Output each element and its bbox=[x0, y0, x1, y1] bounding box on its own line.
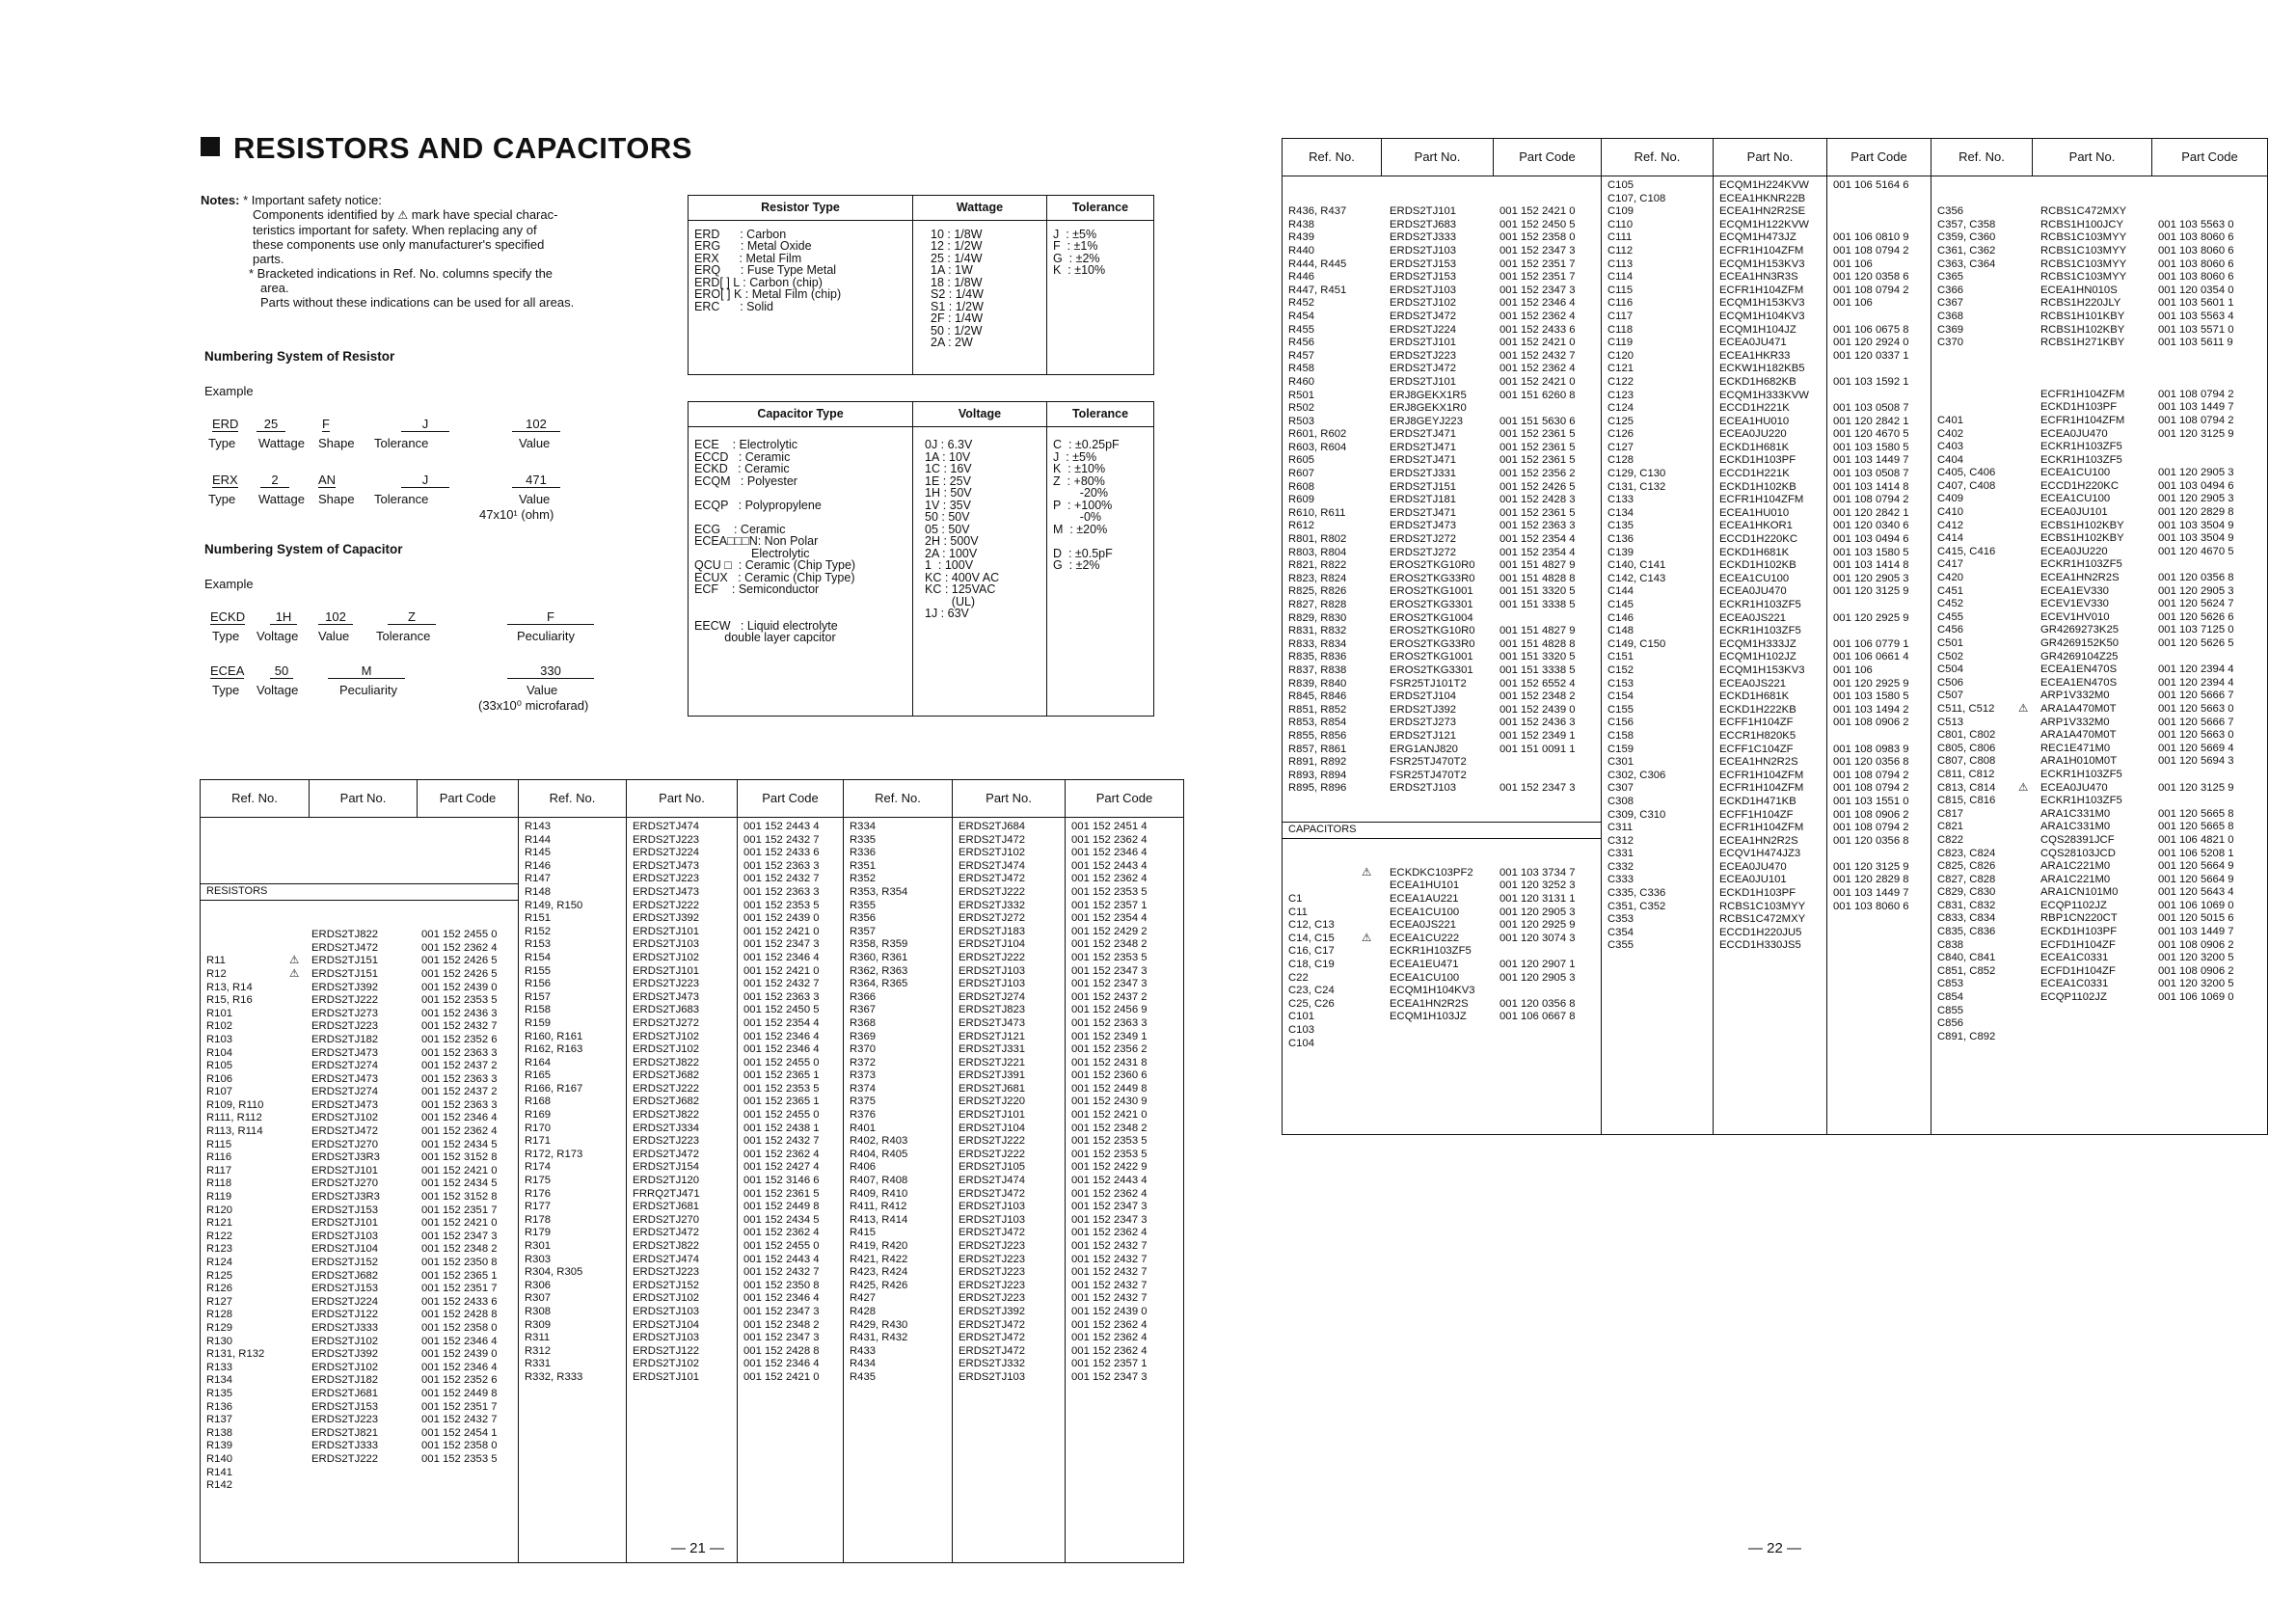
capacitor-type-list: ECE : Electrolytic ECCD : Ceramic ECKD : Ceramic ECQM : Polyester ECQP : Polypropylene ECG : Ceramic ECEA□□□N: Non Polar Electrolytic QCU □ : Ceramic (Chip Type) ECUX : Ceramic (Chip Type) ECF : Semiconductor EECW : Liquid electrolyte double layer capcitor bbox=[689, 426, 913, 716]
col-header: Part Code bbox=[1066, 780, 1184, 818]
capacitor-example-2-value: (33x10⁰ microfarad) bbox=[478, 698, 589, 713]
col-header: Ref. No. bbox=[1931, 139, 2033, 176]
wattage-list: 10 : 1/8W 12 : 1/2W 25 : 1/4W 1A : 1W 18 : 1/8W S2 : 1/4W S1 : 1/2W 2F : 1/4W 50 : 1/2W 2A : 2W bbox=[913, 220, 1047, 374]
page-number-22: — 22 — bbox=[1748, 1540, 1802, 1556]
part-no-column: ERDS2TJ474 ERDS2TJ223 ERDS2TJ224 ERDS2TJ473 ERDS2TJ223 ERDS2TJ473 ERDS2TJ222 ERDS2TJ392 ERDS2TJ101 ERDS2TJ103 ERDS2TJ102 ERDS2TJ101 ERDS2TJ223 ERDS2TJ473 ERDS2TJ683 ERDS2TJ272 ERDS2TJ102 ERDS2TJ102 ERDS2TJ822 ERDS2TJ682 ERDS2TJ222 ERDS2TJ682 ERDS2TJ822 ERDS2TJ334 ERDS2TJ223 ERDS2TJ472 ERDS2TJ154 ERDS2TJ120 FRRQ2TJ471 ERDS2TJ681 ERDS2TJ270 ERDS2TJ472 ERDS2TJ822 ERDS2TJ474 ERDS2TJ223 ERDS2TJ152 ERDS2TJ102 ERDS2TJ103 ERDS2TJ104 ERDS2TJ103 ERDS2TJ122 ERDS2TJ102 ERDS2TJ101 bbox=[627, 818, 738, 1563]
part-code-column: 001 152 2455 0 001 152 2362 4 001 152 2426 5 001 152 2426 5 001 152 2439 0 001 152 2353 5 001 152 2436 3 001 152 2432 7 001 152 2352 6 001 152 2363 3 001 152 2437 2 001 152 2363 3 001 152 2437 2 001 152 2363 3 001 152 2346 4 001 152 2362 4 001 152 2434 5 001 152 3152 8 001 152 2421 0 001 152 2434 5 001 152 3152 8 001 152 2351 7 001 152 2421 0 001 152 2347 3 001 152 2348 2 001 152 2350 8 001 152 2365 1 001 152 2351 7 001 152 2433 6 001 152 2428 8 001 152 2358 0 001 152 2346 4 001 152 2439 0 001 152 2346 4 001 152 2352 6 001 152 2449 8 001 152 2351 7 001 152 2432 7 001 152 2454 1 001 152 2358 0 001 152 2353 5 bbox=[421, 929, 498, 1465]
part-code-column: 001 152 2421 0 001 152 2450 5 001 152 2358 0 001 152 2347 3 001 152 2351 7 001 152 2351 7 001 152 2347 3 001 152 2346 4 001 152 2362 4 001 152 2433 6 001 152 2421 0 001 152 2432 7 001 152 2362 4 001 152 2421 0 001 151 6260 8 001 151 5630 6 001 152 2361 5 001 152 2361 5 001 152 2361 5 001 152 2356 2 001 152 2426 5 001 152 2428 3 001 152 2361 5 001 152 2363 3 001 152 2354 4 001 152 2354 4 001 151 4827 9 001 151 4828 8 001 151 3320 5 001 151 3338 5 001 151 4827 9 001 151 4828 8 001 151 3320 5 001 151 3338 5 001 152 6552 4 001 152 2348 2 001 152 2439 0 001 152 2436 3 001 152 2349 1 001 151 0091 1 001 152 2347 3 bbox=[1499, 205, 1576, 795]
col-header: Wattage bbox=[913, 196, 1047, 221]
part-no-column: ECQM1H224KVW ECEA1HKNR22B ECEA1HN2R2SE ECQM1H122KVW ECQM1H473JZ ECFR1H104ZFM ECQM1H153KV3 ECEA1HN3R3S ECFR1H104ZFM ECQM1H153KV3 ECQM1H104KV3 ECQM1H104JZ ECEA0JU471 ECEA1HKR33 ECKW1H182KB5 ECKD1H682KB ECQM1H333KVW ECCD1H221K ECEA1HU010 ECEA0JU220 ECKD1H681K ECKD1H103PF ECCD1H221K ECKD1H102KB ECFR1H104ZFM ECEA1HU010 ECEA1HKOR1 ECCD1H220KC ECKD1H681K ECKD1H102KB ECEA1CU100 ECEA0JU470 ECKR1H103ZF5 ECEA0JS221 ECKR1H103ZF5 ECQM1H333JZ ECQM1H102JZ ECQM1H153KV3 ECEA0JS221 ECKD1H681K ECKD1H222KB ECFF1H104ZF ECCR1H820K5 ECFF1C104ZF ECEA1HN2R2S ECFR1H104ZFM ECFR1H104ZFM ECKD1H471KB ECFF1H104ZF ECFR1H104ZFM ECEA1HN2R2S ECQV1H474JZ3 ECEA0JU470 ECEA0JU101 ECKD1H103PF RCBS1C103MYY RCBS1C472MXY ECCD1H220JU5 ECCD1H330JS5 bbox=[1714, 176, 1827, 1135]
part-code-column: 001 152 2443 4 001 152 2432 7 001 152 2433 6 001 152 2363 3 001 152 2432 7 001 152 2363 3 001 152 2353 5 001 152 2439 0 001 152 2421 0 001 152 2347 3 001 152 2346 4 001 152 2421 0 001 152 2432 7 001 152 2363 3 001 152 2450 5 001 152 2354 4 001 152 2346 4 001 152 2346 4 001 152 2455 0 001 152 2365 1 001 152 2353 5 001 152 2365 1 001 152 2455 0 001 152 2438 1 001 152 2432 7 001 152 2362 4 001 152 2427 4 001 152 3146 6 001 152 2361 5 001 152 2449 8 001 152 2434 5 001 152 2362 4 001 152 2455 0 001 152 2443 4 001 152 2432 7 001 152 2350 8 001 152 2346 4 001 152 2347 3 001 152 2348 2 001 152 2347 3 001 152 2428 8 001 152 2346 4 001 152 2421 0 bbox=[738, 818, 844, 1563]
ref-no-column: C356 C357, C358 C359, C360 C361, C362 C363, C364 C365 C366 C367 C368 C369 C370 bbox=[1937, 205, 1996, 349]
col-header: Part No. bbox=[1382, 139, 1494, 176]
cap-tolerance-list: C : ±0.25pF J : ±5% K : ±10% Z : +80% -20% P : +100% -0% M : ±20% D : ±0.5pF G : ±2% bbox=[1047, 426, 1154, 716]
col-header: Part No. bbox=[2033, 139, 2152, 176]
page-number-21: — 21 — bbox=[671, 1540, 725, 1556]
part-no-column: ECKDKC103PF2 ECEA1HU101 ECEA1AU221 ECEA1CU100 ECEA0JS221 ECEA1CU222 ECKR1H103ZF5 ECEA1EU471 ECEA1CU100 ECQM1H104KV3 ECEA1HN2R2S ECQM1H103JZ bbox=[1390, 866, 1475, 1023]
section-label-resistors: RESISTORS bbox=[201, 883, 518, 901]
warning-triangle-icon: ⚠ bbox=[397, 208, 409, 222]
resistor-type-list: ERD : Carbon ERG : Metal Oxide ERX : Metal Film ERQ : Fuse Type Metal ERD[ ] L : Carbon (chip) ERO[ ] K : Metal Film (chip) ERC : Solid bbox=[689, 220, 913, 374]
col-header: Part Code bbox=[1494, 139, 1602, 176]
part-no-column: ECFR1H104ZFM ECKD1H103PF ECFR1H104ZFM ECEA0JU470 ECKR1H103ZF5 ECKR1H103ZF5 ECEA1CU100 ECCD1H220KC ECEA1CU100 ECEA0JU101 ECBS1H102KBY ECBS1H102KBY ECEA0JU220 ECKR1H103ZF5 ECEA1HN2R2S ECEA1EV330 ECEV1EV330 ECEV1HV010 GR4269273K25 GR4269152K50 GR4269104Z25 ECEA1EN470S ECEA1EN470S ARP1V332M0 ARA1A470M0T ARP1V332M0 ARA1A470M0T REC1E471M0 ARA1H010M0T ECKR1H103ZF5 ECEA0JU470 ECKR1H103ZF5 ARA1C331M0 ARA1C331M0 CQS28391JCF CQS28103JCD ARA1C221M0 ARA1C221M0 ARA1CN101M0 ECQP1102JZ RBP1CN220CT ECKD1H103PF ECFD1H104ZF ECEA1C0331 ECFD1H104ZF ECEA1C0331 ECQP1102JZ bbox=[2040, 388, 2125, 1004]
notes: Notes: * Important safety notice: Components identified by ⚠ mark have special charac- teristics important for safety. When replacing any of these components use only manufacturer's specified parts. * Bracketed indications in Ref. No. columns specify the area. Parts without these indications can be used for all areas. bbox=[201, 193, 575, 310]
resistor-numbering-title: Numbering System of Resistor bbox=[204, 349, 395, 364]
part-no-column: ERDS2TJ822 ERDS2TJ472 ERDS2TJ151 ERDS2TJ151 ERDS2TJ392 ERDS2TJ222 ERDS2TJ273 ERDS2TJ223 ERDS2TJ182 ERDS2TJ473 ERDS2TJ274 ERDS2TJ473 ERDS2TJ274 ERDS2TJ473 ERDS2TJ102 ERDS2TJ472 ERDS2TJ270 ERDS2TJ3R3 ERDS2TJ101 ERDS2TJ270 ERDS2TJ3R3 ERDS2TJ153 ERDS2TJ101 ERDS2TJ103 ERDS2TJ104 ERDS2TJ152 ERDS2TJ682 ERDS2TJ153 ERDS2TJ224 ERDS2TJ122 ERDS2TJ333 ERDS2TJ102 ERDS2TJ392 ERDS2TJ102 ERDS2TJ182 ERDS2TJ681 ERDS2TJ153 ERDS2TJ223 ERDS2TJ821 ERDS2TJ333 ERDS2TJ222 bbox=[311, 929, 380, 1465]
capacitor-example-2: ECEA 50 M 330 bbox=[208, 663, 623, 683]
col-header: Ref. No. bbox=[1283, 139, 1382, 176]
ref-no-column: C401 C402 C403 C404 C405, C406 C407, C408 C409 C410 C412 C414 C415, C416 C417 C420 C451 C452 C455 C456 C501 C502 C504 C506 C507 C511, C512 C513 C801, C802 C805, C806 C807, C808 C811, C812 C813, C814 C815, C816 C817 C821 C822 C823, C824 C825, C826 C827, C828 C829, C830 C831, C832 C833, C834 C835, C836 C838 C840, C841 C851, C852 C853 C854 C855 C856 C891, C892 ⚠ ⚠ bbox=[1931, 389, 2033, 1083]
col-header: Part No. bbox=[953, 780, 1066, 818]
capacitor-numbering-title: Numbering System of Capacitor bbox=[204, 542, 403, 556]
part-no-column: ERDS2TJ101 ERDS2TJ683 ERDS2TJ333 ERDS2TJ103 ERDS2TJ153 ERDS2TJ153 ERDS2TJ103 ERDS2TJ102 ERDS2TJ472 ERDS2TJ224 ERDS2TJ101 ERDS2TJ223 ERDS2TJ472 ERDS2TJ101 ERJ8GEKX1R5 ERJ8GEKX1R0 ERJ8GEYJ223 ERDS2TJ471 ERDS2TJ471 ERDS2TJ471 ERDS2TJ331 ERDS2TJ151 ERDS2TJ181 ERDS2TJ471 ERDS2TJ473 ERDS2TJ272 ERDS2TJ272 EROS2TKG10R0 EROS2TKG33R0 EROS2TKG1001 EROS2TKG3301 EROS2TKG1004 EROS2TKG10R0 EROS2TKG33R0 EROS2TKG1001 EROS2TKG3301 FSR25TJ101T2 ERDS2TJ104 ERDS2TJ392 ERDS2TJ273 ERDS2TJ121 ERG1ANJ820 FSR25TJ470T2 FSR25TJ470T2 ERDS2TJ103 bbox=[1390, 205, 1475, 795]
ref-no-column: R334 R335 R336 R351 R352 R353, R354 R355 R356 R357 R358, R359 R360, R361 R362, R363 R364, R365 R366 R367 R368 R369 R370 R372 R373 R374 R375 R376 R401 R402, R403 R404, R405 R406 R407, R408 R409, R410 R411, R412 R413, R414 R415 R419, R420 R421, R422 R423, R424 R425, R426 R427 R428 R429, R430 R431, R432 R433 R434 R435 bbox=[844, 818, 953, 1563]
part-no-column: ERDS2TJ684 ERDS2TJ472 ERDS2TJ102 ERDS2TJ474 ERDS2TJ472 ERDS2TJ222 ERDS2TJ332 ERDS2TJ272 ERDS2TJ183 ERDS2TJ104 ERDS2TJ222 ERDS2TJ103 ERDS2TJ103 ERDS2TJ274 ERDS2TJ823 ERDS2TJ473 ERDS2TJ121 ERDS2TJ331 ERDS2TJ221 ERDS2TJ391 ERDS2TJ681 ERDS2TJ220 ERDS2TJ101 ERDS2TJ104 ERDS2TJ222 ERDS2TJ222 ERDS2TJ105 ERDS2TJ474 ERDS2TJ472 ERDS2TJ103 ERDS2TJ103 ERDS2TJ472 ERDS2TJ223 ERDS2TJ223 ERDS2TJ223 ERDS2TJ223 ERDS2TJ223 ERDS2TJ392 ERDS2TJ472 ERDS2TJ472 ERDS2TJ472 ERDS2TJ332 ERDS2TJ103 bbox=[953, 818, 1066, 1563]
resistor-example-2: ERX 2 AN J 471 bbox=[208, 473, 623, 492]
ref-no-column: R436, R437 R438 R439 R440 R444, R445 R446 R447, R451 R452 R454 R455 R456 R457 R458 R460 R501 R502 R503 R601, R602 R603, R604 R605 R607 R608 R609 R610, R611 R612 R801, R802 R803, R804 R821, R822 R823, R824 R825, R826 R827, R828 R829, R830 R831, R832 R833, R834 R835, R836 R837, R838 R839, R840 R845, R846 R851, R852 R853, R854 R855, R856 R857, R861 R891, R892 R893, R894 R895, R896 bbox=[1288, 205, 1347, 795]
part-code-column: 001 108 0794 2 001 103 1449 7 001 108 0794 2 001 120 3125 9 001 120 2905 3 001 103 0494 6 001 120 2905 3 001 120 2829 8 001 103 3504 9 001 103 3504 9 001 120 4670 5 001 120 0356 8 001 120 2905 3 001 120 5624 7 001 120 5626 6 001 103 7125 0 001 120 5626 5 001 120 2394 4 001 120 2394 4 001 120 5666 7 001 120 5663 0 001 120 5666 7 001 120 5663 0 001 120 5669 4 001 120 5694 3 001 120 3125 9 001 120 5665 8 001 120 5665 8 001 106 4821 0 001 106 5208 1 001 120 5664 9 001 120 5664 9 001 120 5643 4 001 106 1069 0 001 120 5015 6 001 103 1449 7 001 108 0906 2 001 120 3200 5 001 108 0906 2 001 120 3200 5 001 106 1069 0 bbox=[2158, 388, 2234, 1004]
part-code-column: 001 103 3734 7 001 120 3252 3 001 120 3131 1 001 120 2905 3 001 120 2925 9 001 120 3074 3 001 120 2907 1 001 120 2905 3 001 120 0356 8 001 106 0667 8 bbox=[1499, 866, 1576, 1023]
resistor-example-2-labels: Type Wattage Shape Tolerance Value bbox=[208, 492, 551, 506]
ref-no-column: R143 R144 R145 R146 R147 R148 R149, R150 R151 R152 R153 R154 R155 R156 R157 R158 R159 R160, R161 R162, R163 R164 R165 R166, R167 R168 R169 R170 R171 R172, R173 R174 R175 R176 R177 R178 R179 R301 R303 R304, R305 R306 R307 R308 R309 R311 R312 R331 R332, R333 bbox=[519, 818, 627, 1563]
capacitor-example-1-labels: Type Voltage Value Tolerance Peculiarity bbox=[212, 629, 575, 643]
part-code-column: 001 103 5563 0 001 103 8060 6 001 103 8060 6 001 103 8060 6 001 103 8060 6 001 120 0354 0 001 103 5601 1 001 103 5563 4 001 103 5571 0 001 103 5611 9 bbox=[2158, 218, 2234, 349]
part-code-column: 001 106 5164 6 001 106 0810 9 001 108 0794 2 001 106 001 120 0358 6 001 108 0794 2 001 106 001 106 0675 8 001 120 2924 0 001 120 0337 1 001 103 1592 1 001 103 0508 7 001 120 2842 1 001 120 4670 5 001 103 1580 5 001 103 1449 7 001 103 0508 7 001 103 1414 8 001 108 0794 2 001 120 2842 1 001 120 0340 6 001 103 0494 6 001 103 1580 5 001 103 1414 8 001 120 2905 3 001 120 3125 9 001 120 2925 9 001 106 0779 1 001 106 0661 4 001 106 001 120 2925 9 001 103 1580 5 001 103 1494 2 001 108 0906 2 001 108 0983 9 001 120 0356 8 001 108 0794 2 001 108 0794 2 001 103 1551 0 001 108 0906 2 001 108 0794 2 001 120 0356 8 001 120 3125 9 001 120 2829 8 001 103 1449 7 001 103 8060 6 bbox=[1827, 176, 1931, 1135]
col-header: Part No. bbox=[310, 780, 418, 818]
col-header: Tolerance bbox=[1047, 402, 1154, 427]
resistor-example-label: Example bbox=[204, 384, 254, 398]
voltage-list: 0J : 6.3V 1A : 10V 1C : 16V 1E : 25V 1H : 50V 1V : 35V 50 : 50V 05 : 50V 2H : 500V 2A : 100V 1 : 100V KC : 400V AC KC : 125VAC (UL) 1J : 63V bbox=[913, 426, 1047, 716]
col-header: Part Code bbox=[418, 780, 519, 818]
col-header: Part No. bbox=[1714, 139, 1827, 176]
col-header: Capacitor Type bbox=[689, 402, 913, 427]
page-title: RESISTORS AND CAPACITORS bbox=[201, 131, 692, 166]
capacitor-example-2-labels: Type Voltage Peculiarity Value bbox=[212, 683, 558, 697]
section-label-capacitors: CAPACITORS bbox=[1283, 822, 1601, 839]
col-header: Resistor Type bbox=[689, 196, 913, 221]
col-header: Ref. No. bbox=[844, 780, 953, 818]
parts-list-page22 bbox=[1282, 138, 2268, 1135]
ref-no-column: C105 C107, C108 C109 C110 C111 C112 C113 C114 C115 C116 C117 C118 C119 C120 C121 C122 C123 C124 C125 C126 C127 C128 C129, C130 C131, C132 C133 C134 C135 C136 C139 C140, C141 C142, C143 C144 C145 C146 C148 C149, C150 C151 C152 C153 C154 C155 C156 C158 C159 C301 C302, C306 C307 C308 C309, C310 C311 C312 C331 C332 C333 C335, C336 C351, C352 C353 C354 C355 bbox=[1602, 176, 1714, 1135]
warning-triangle-icon: ⚠ ⚠ bbox=[1362, 866, 1372, 944]
col-header: Part Code bbox=[2152, 139, 2268, 176]
tolerance-list: J : ±5% F : ±1% G : ±2% K : ±10% bbox=[1047, 220, 1154, 374]
col-header: Voltage bbox=[913, 402, 1047, 427]
capacitor-example-label: Example bbox=[204, 577, 254, 591]
capacitor-type-table bbox=[688, 401, 1154, 717]
col-header: Ref. No. bbox=[519, 780, 627, 818]
ref-no-column: R11 R12 R13, R14 R15, R16 R101 R102 R103 R104 R105 R106 R107 R109, R110 R111, R112 R113, R114 R115 R116 R117 R118 R119 R120 R121 R122 R123 R124 R125 R126 R127 R128 R129 R130 R131, R132 R133 R134 R135 R136 R137 R138 R139 R140 R141 R142 ⚠ ⚠ bbox=[201, 927, 310, 1535]
part-code-column: 001 152 2451 4 001 152 2362 4 001 152 2346 4 001 152 2443 4 001 152 2362 4 001 152 2353 5 001 152 2357 1 001 152 2354 4 001 152 2429 2 001 152 2348 2 001 152 2353 5 001 152 2347 3 001 152 2347 3 001 152 2437 2 001 152 2456 9 001 152 2363 3 001 152 2349 1 001 152 2356 2 001 152 2431 8 001 152 2360 6 001 152 2449 8 001 152 2430 9 001 152 2421 0 001 152 2348 2 001 152 2353 5 001 152 2353 5 001 152 2422 9 001 152 2443 4 001 152 2362 4 001 152 2347 3 001 152 2347 3 001 152 2362 4 001 152 2432 7 001 152 2432 7 001 152 2432 7 001 152 2432 7 001 152 2432 7 001 152 2439 0 001 152 2362 4 001 152 2362 4 001 152 2362 4 001 152 2357 1 001 152 2347 3 bbox=[1066, 818, 1184, 1563]
col-header: Part Code bbox=[1827, 139, 1931, 176]
resistor-example-2-value: 47x10¹ (ohm) bbox=[479, 507, 554, 522]
warning-triangle-icon: ⚠ ⚠ bbox=[2018, 702, 2029, 794]
part-no-column: RCBS1C472MXY RCBS1H100JCY RCBS1C103MYY RCBS1C103MYY RCBS1C103MYY RCBS1C103MYY ECEA1HN010S RCBS1H220JLY RCBS1H101KBY RCBS1H102KBY RCBS1H271KBY bbox=[2040, 205, 2127, 349]
col-header: Part Code bbox=[738, 780, 844, 818]
parts-list-page21 bbox=[200, 779, 1184, 1563]
col-header: Ref. No. bbox=[201, 780, 310, 818]
ref-no-column: C1 C11 C12, C13 C14, C15 C16, C17 C18, C19 C22 C23, C24 C25, C26 C101 C103 C104 ⚠ ⚠ bbox=[1288, 866, 1372, 1049]
resistor-example-1-labels: Type Wattage Shape Tolerance Value bbox=[208, 436, 551, 450]
capacitor-example-1: ECKD 1H 102 Z F bbox=[208, 609, 623, 629]
warning-triangle-icon: ⚠ ⚠ bbox=[289, 955, 300, 980]
col-header: Ref. No. bbox=[1602, 139, 1714, 176]
col-header: Tolerance bbox=[1047, 196, 1154, 221]
resistor-type-table bbox=[688, 195, 1154, 375]
col-header: Part No. bbox=[627, 780, 738, 818]
resistor-example-1: ERD 25 F J 102 bbox=[208, 417, 623, 436]
